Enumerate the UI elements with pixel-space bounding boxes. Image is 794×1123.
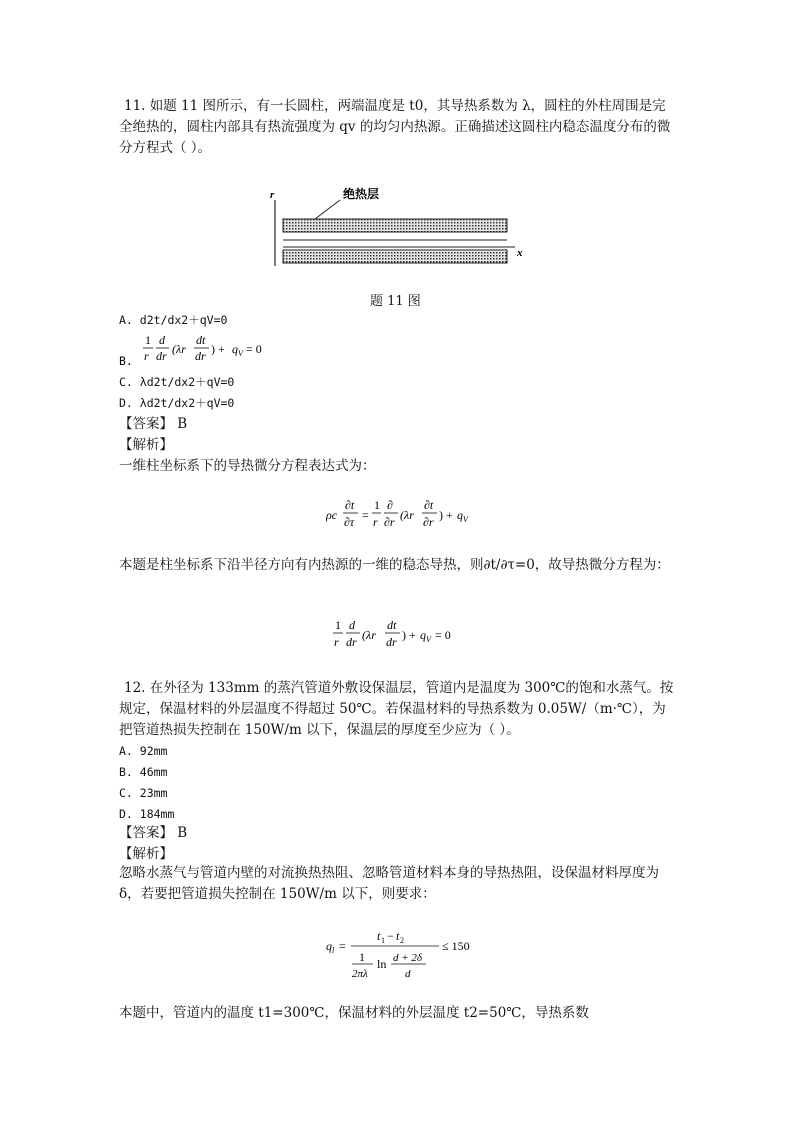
q12-answer: 【答案】 B xyxy=(119,825,188,841)
q12-analysis-text-2: 本题中，管道内的温度 t1=300℃，保温材料的外层温度 t2=50℃，导热系数 xyxy=(119,1005,589,1021)
q11-stem: 11. 如题 11 图所示，有一长圆柱，两端温度是 t0，其导热系数为 λ，圆柱的外柱周围是完全绝热的，圆柱内部具有热流强度为 qv 的均匀内热源。正确描述这圆柱内稳态温度分布的微分方程式（ ）。 xyxy=(119,98,671,156)
svg-text:∂τ: ∂τ xyxy=(344,515,355,529)
svg-text:t: t xyxy=(377,929,381,943)
q12-analysis-text-1: 忽略水蒸气与管道内壁的对流换热热阻、忽略管道材料本身的导热热阻，设保温材料厚度为 δ，若要把管道损失控制在 150W/m 以下，则要求： xyxy=(119,865,659,902)
svg-text:V: V xyxy=(238,349,243,358)
svg-text:d: d xyxy=(349,618,355,632)
svg-text:r: r xyxy=(144,349,149,363)
insulation-layer-top xyxy=(283,219,507,232)
svg-text:dr: dr xyxy=(386,635,397,649)
svg-text:t: t xyxy=(396,929,400,943)
svg-text:(λr: (λr xyxy=(362,628,376,642)
svg-text:(λr: (λr xyxy=(400,508,414,522)
svg-text:q: q xyxy=(457,508,463,522)
svg-text:r: r xyxy=(334,635,339,649)
q11-analysis-text-2: 本题是柱坐标系下沿半径方向有内热源的一维的稳态导热，则∂t/∂τ=0，故导热微分方程为： xyxy=(119,557,670,573)
svg-text:q: q xyxy=(232,342,238,356)
svg-text:V: V xyxy=(426,635,431,644)
svg-text:1: 1 xyxy=(381,936,385,945)
figure-11 xyxy=(265,180,535,270)
svg-text:∂r: ∂r xyxy=(384,515,395,529)
svg-text:dt: dt xyxy=(387,618,397,632)
svg-text:q: q xyxy=(420,628,426,642)
q12-option-d: D. 184mm xyxy=(119,807,175,821)
q12-option-c: C. 23mm xyxy=(119,786,168,800)
q12-stem: 12. 在外径为 133mm 的蒸汽管道外敷设保温层，管道内是温度为 300℃的饱和水蒸气。按规定，保温材料的外层温度不得超过 50℃。若保温材料的导热系数为 0.05W/（m·℃），为把管道热损失控制在 150W/m 以下，保温层的厚度至少应为（ ）。 xyxy=(119,680,674,738)
svg-text:) +: ) + xyxy=(402,628,416,642)
svg-text:∂t: ∂t xyxy=(424,498,434,512)
svg-text:∂r: ∂r xyxy=(423,515,434,529)
svg-text:dr: dr xyxy=(156,349,167,363)
q11-option-c: C. λd2t/dx2＋qV=0 xyxy=(119,375,235,389)
insulation-layer-bottom xyxy=(283,250,507,263)
svg-text:−: − xyxy=(387,929,394,943)
r-axis-label: r xyxy=(270,189,275,201)
svg-text:dt: dt xyxy=(196,333,206,347)
svg-text:= 0: = 0 xyxy=(246,342,262,356)
svg-text:∂: ∂ xyxy=(387,498,393,512)
svg-text:(λr: (λr xyxy=(172,342,186,356)
heat-loss-equation xyxy=(326,925,476,981)
q11-analysis-heading: 【解析】 xyxy=(119,437,173,453)
q11-option-b-equation xyxy=(119,331,279,369)
svg-text:= 0: = 0 xyxy=(435,628,451,642)
q12-option-b: B. 46mm xyxy=(119,765,168,779)
figure-11-caption: 题 11 图 xyxy=(370,294,421,309)
svg-text:=: = xyxy=(362,508,369,522)
svg-text:d: d xyxy=(405,968,411,980)
svg-text:) +: ) + xyxy=(439,508,453,522)
svg-text:2: 2 xyxy=(400,936,404,945)
svg-text:1: 1 xyxy=(359,950,365,964)
svg-text:∂t: ∂t xyxy=(345,498,355,512)
insulation-label: 绝热层 xyxy=(343,187,380,201)
q11-option-b-letter: B. xyxy=(119,354,133,368)
svg-text:d + 2δ: d + 2δ xyxy=(393,952,423,964)
svg-text:=: = xyxy=(339,939,346,953)
q12-option-a: A. 92mm xyxy=(119,744,168,758)
svg-text:≤ 150: ≤ 150 xyxy=(442,939,470,953)
svg-text:1: 1 xyxy=(145,333,151,347)
q11-analysis-text-1: 一维柱坐标系下的导热微分方程表达式为： xyxy=(119,458,376,474)
svg-text:V: V xyxy=(463,515,468,524)
q11-result-equation xyxy=(333,615,473,655)
label-leader-line xyxy=(315,200,340,219)
q11-option-d: D. λd2t/dx2＋qV=0 xyxy=(119,396,235,410)
q12-analysis-heading: 【解析】 xyxy=(119,846,173,862)
svg-text:ρc: ρc xyxy=(326,508,338,522)
svg-text:l: l xyxy=(332,946,335,955)
svg-text:2πλ: 2πλ xyxy=(352,968,368,980)
svg-text:q: q xyxy=(326,939,332,953)
svg-text:dr: dr xyxy=(346,635,357,649)
svg-text:ln: ln xyxy=(377,957,387,971)
svg-text:) +: ) + xyxy=(211,342,225,356)
q11-option-a: A. d2t/dx2＋qV=0 xyxy=(119,313,228,327)
svg-text:dr: dr xyxy=(195,349,206,363)
q11-answer: 【答案】 B xyxy=(119,416,188,432)
svg-text:1: 1 xyxy=(374,498,380,512)
cylindrical-conduction-equation xyxy=(326,495,476,535)
x-axis-label: x xyxy=(517,247,523,259)
svg-text:d: d xyxy=(159,333,165,347)
svg-text:1: 1 xyxy=(335,618,341,632)
svg-text:r: r xyxy=(373,515,378,529)
